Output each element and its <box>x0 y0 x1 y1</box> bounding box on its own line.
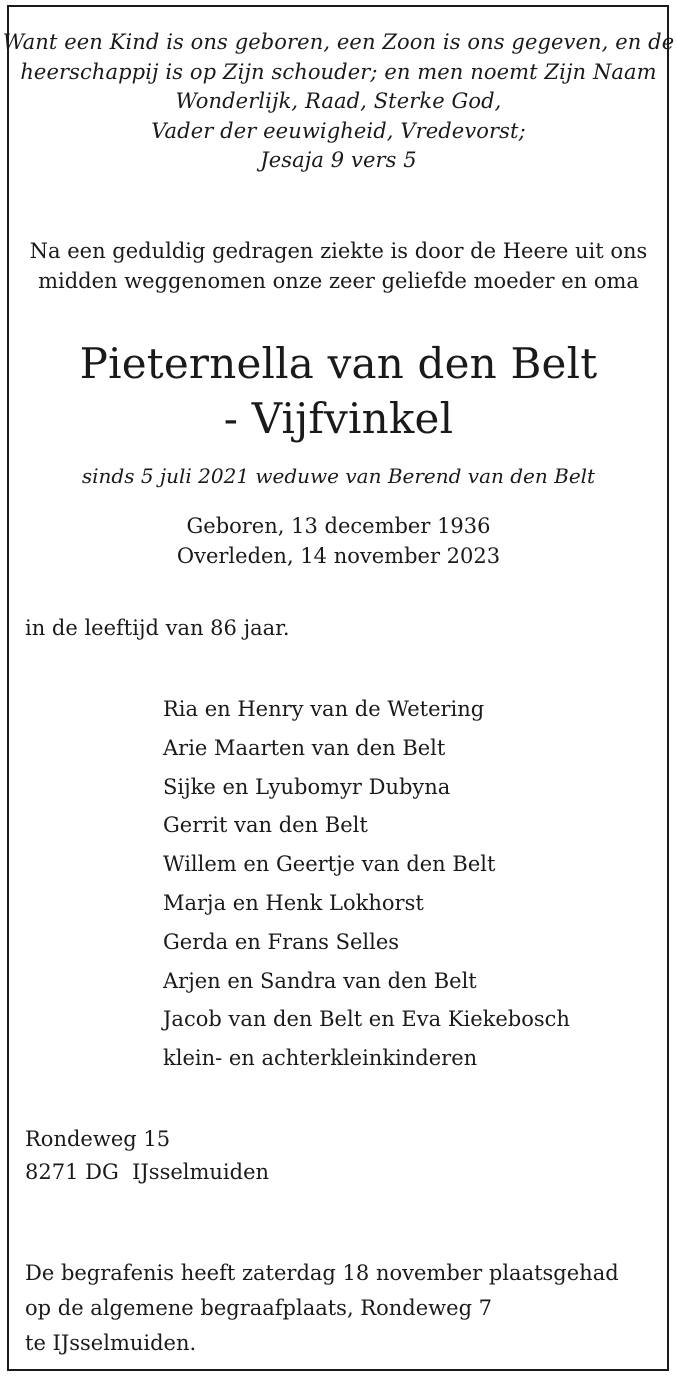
family-member: Gerda en Frans Selles <box>163 929 400 954</box>
family-member: klein- en achterkleinkinderen <box>163 1046 478 1071</box>
family-list <box>163 690 570 1078</box>
intro-line: Na een geduldig gedragen ziekte is door de Heere uit ons <box>29 239 648 263</box>
widow-line: sinds 5 juli 2021 weduwe van Berend van den Belt <box>81 464 596 488</box>
verse-line: Want een Kind is ons geboren, een Zoon is ons gegeven, en de <box>2 30 675 54</box>
verse-line: Wonderlijk, Raad, Sterke God, <box>175 89 502 113</box>
funeral-line: te IJsselmuiden. <box>25 1331 197 1355</box>
address-street: Rondeweg 15 <box>25 1127 171 1151</box>
name-line-2: - Vijfvinkel <box>223 394 454 443</box>
intro-text <box>0 237 677 296</box>
family-member: Marja en Henk Lokhorst <box>163 890 424 915</box>
address-block <box>25 1123 269 1189</box>
verse-reference: Jesaja 9 vers 5 <box>260 148 417 172</box>
life-dates <box>0 511 677 571</box>
family-member: Arie Maarten van den Belt <box>163 735 446 760</box>
family-member: Gerrit van den Belt <box>163 813 368 838</box>
verse-line: heerschappij is op Zijn schouder; en men noemt Zijn Naam <box>20 59 657 84</box>
family-member: Ria en Henry van de Wetering <box>163 697 485 721</box>
age-line: in de leeftijd van 86 jaar. <box>25 616 290 640</box>
bible-verse <box>0 28 677 176</box>
funeral-notice <box>25 1256 619 1361</box>
address-postal-city: 8271 DG IJsselmuiden <box>25 1160 270 1184</box>
death-date: Overleden, 14 november 2023 <box>176 544 501 568</box>
family-member: Jacob van den Belt en Eva Kiekebosch <box>163 1007 570 1032</box>
name-line-1: Pieternella van den Belt <box>79 339 598 388</box>
verse-line: Vader der eeuwigheid, Vredevorst; <box>151 118 526 143</box>
funeral-line: De begrafenis heeft zaterdag 18 november plaatsgehad <box>25 1261 619 1285</box>
deceased-name <box>0 336 677 446</box>
funeral-line: op de algemene begraafplaats, Rondeweg 7 <box>25 1296 493 1320</box>
intro-line: midden weggenomen onze zeer geliefde moeder en oma <box>38 268 639 293</box>
family-member: Arjen en Sandra van den Belt <box>163 968 477 993</box>
family-member: Willem en Geertje van den Belt <box>163 852 496 877</box>
birth-date: Geboren, 13 december 1936 <box>186 514 491 538</box>
family-member: Sijke en Lyubomyr Dubyna <box>163 774 451 799</box>
